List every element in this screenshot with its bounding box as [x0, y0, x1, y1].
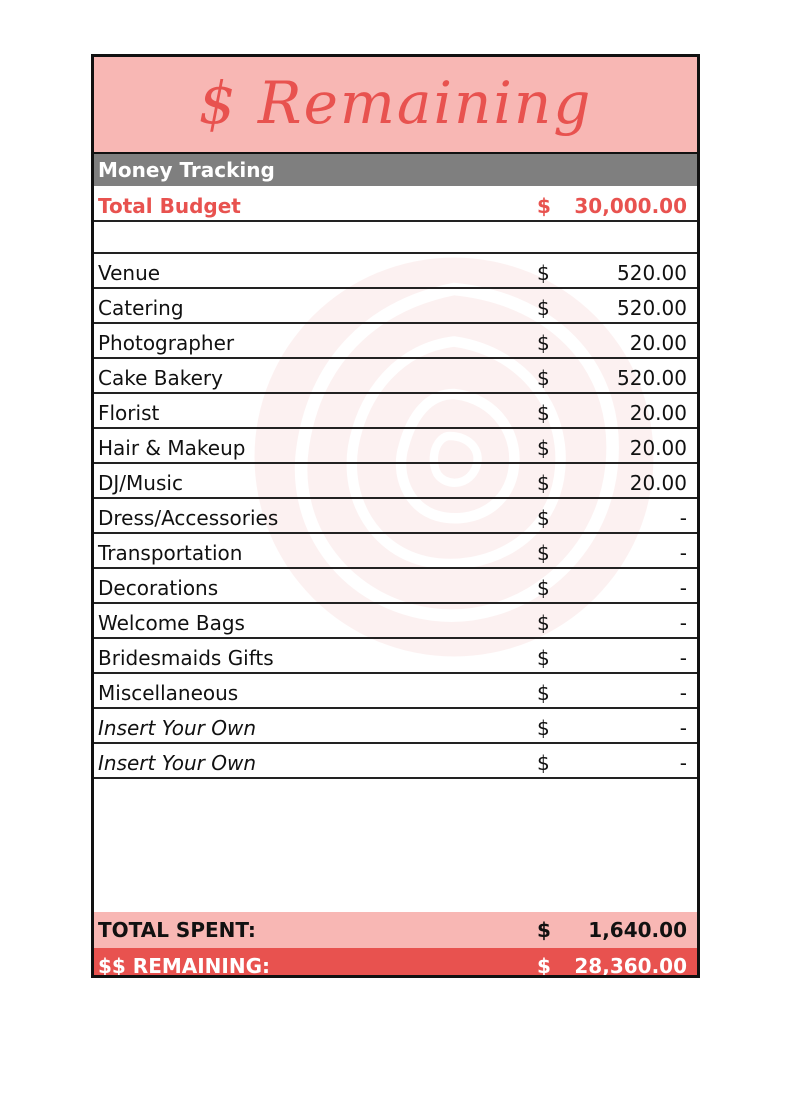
row-label: Hair & Makeup	[98, 436, 246, 460]
row-label: Decorations	[98, 576, 219, 600]
currency-symbol: $	[537, 506, 550, 530]
currency-symbol: $	[537, 751, 550, 775]
expense-row	[94, 639, 697, 674]
currency-symbol: $	[537, 471, 550, 495]
expense-row	[94, 604, 697, 639]
budget-sheet	[91, 54, 700, 978]
row-amount: -	[679, 541, 687, 565]
row-amount: 520.00	[617, 261, 687, 285]
row-amount: -	[679, 611, 687, 635]
currency-symbol: $	[537, 954, 551, 978]
currency-symbol: $	[537, 646, 550, 670]
row-amount: -	[679, 576, 687, 600]
expense-row	[94, 744, 697, 779]
currency-symbol: $	[537, 194, 551, 218]
row-amount: -	[679, 681, 687, 705]
row-amount: -	[679, 646, 687, 670]
expense-list	[94, 254, 697, 779]
currency-symbol: $	[537, 611, 550, 635]
empty-area	[94, 779, 697, 912]
currency-symbol: $	[537, 401, 550, 425]
currency-symbol: $	[537, 261, 550, 285]
expense-row	[94, 464, 697, 499]
row-label: Welcome Bags	[98, 611, 245, 635]
blank-row	[94, 220, 697, 254]
row-amount: -	[679, 751, 687, 775]
row-label: Insert Your Own	[98, 751, 257, 775]
currency-symbol: $	[537, 681, 550, 705]
row-label: Cake Bakery	[98, 366, 223, 390]
expense-row	[94, 394, 697, 429]
currency-symbol: $	[537, 331, 550, 355]
currency-symbol: $	[537, 918, 551, 942]
row-label: Photographer	[98, 331, 235, 355]
row-label: Florist	[98, 401, 160, 425]
row-label: TOTAL SPENT:	[98, 918, 256, 942]
page-title: $ Remaining	[198, 68, 593, 137]
expense-row	[94, 534, 697, 569]
row-label: Insert Your Own	[98, 716, 257, 740]
currency-symbol: $	[537, 296, 550, 320]
row-amount: 30,000.00	[574, 194, 687, 218]
row-label: Total Budget	[98, 194, 241, 218]
row-amount: 1,640.00	[588, 918, 687, 942]
row-amount: 20.00	[629, 401, 687, 425]
row-amount: 20.00	[629, 436, 687, 460]
row-amount: 20.00	[629, 331, 687, 355]
row-label: $$ REMAINING:	[98, 954, 271, 978]
remaining-row	[94, 948, 697, 978]
row-label: Venue	[98, 261, 161, 285]
currency-symbol: $	[537, 366, 550, 390]
expense-row	[94, 429, 697, 464]
expense-row	[94, 499, 697, 534]
row-label: Catering	[98, 296, 184, 320]
expense-row	[94, 289, 697, 324]
row-amount: 20.00	[629, 471, 687, 495]
currency-symbol: $	[537, 716, 550, 740]
row-amount: 28,360.00	[574, 954, 687, 978]
section-header: Money Tracking	[94, 154, 697, 186]
expense-row	[94, 324, 697, 359]
expense-row	[94, 674, 697, 709]
row-amount: -	[679, 506, 687, 530]
total-budget-row	[94, 186, 697, 220]
expense-row	[94, 359, 697, 394]
currency-symbol: $	[537, 576, 550, 600]
row-label: DJ/Music	[98, 471, 183, 495]
currency-symbol: $	[537, 541, 550, 565]
expense-row	[94, 709, 697, 744]
total-spent-row	[94, 912, 697, 948]
row-label: Bridesmaids Gifts	[98, 646, 274, 670]
currency-symbol: $	[537, 436, 550, 460]
row-amount: 520.00	[617, 366, 687, 390]
expense-row	[94, 254, 697, 289]
expense-row	[94, 569, 697, 604]
row-label: Miscellaneous	[98, 681, 239, 705]
title-banner	[94, 57, 697, 154]
row-amount: -	[679, 716, 687, 740]
row-amount: 520.00	[617, 296, 687, 320]
row-label: Transportation	[98, 541, 243, 565]
row-label: Dress/Accessories	[98, 506, 279, 530]
